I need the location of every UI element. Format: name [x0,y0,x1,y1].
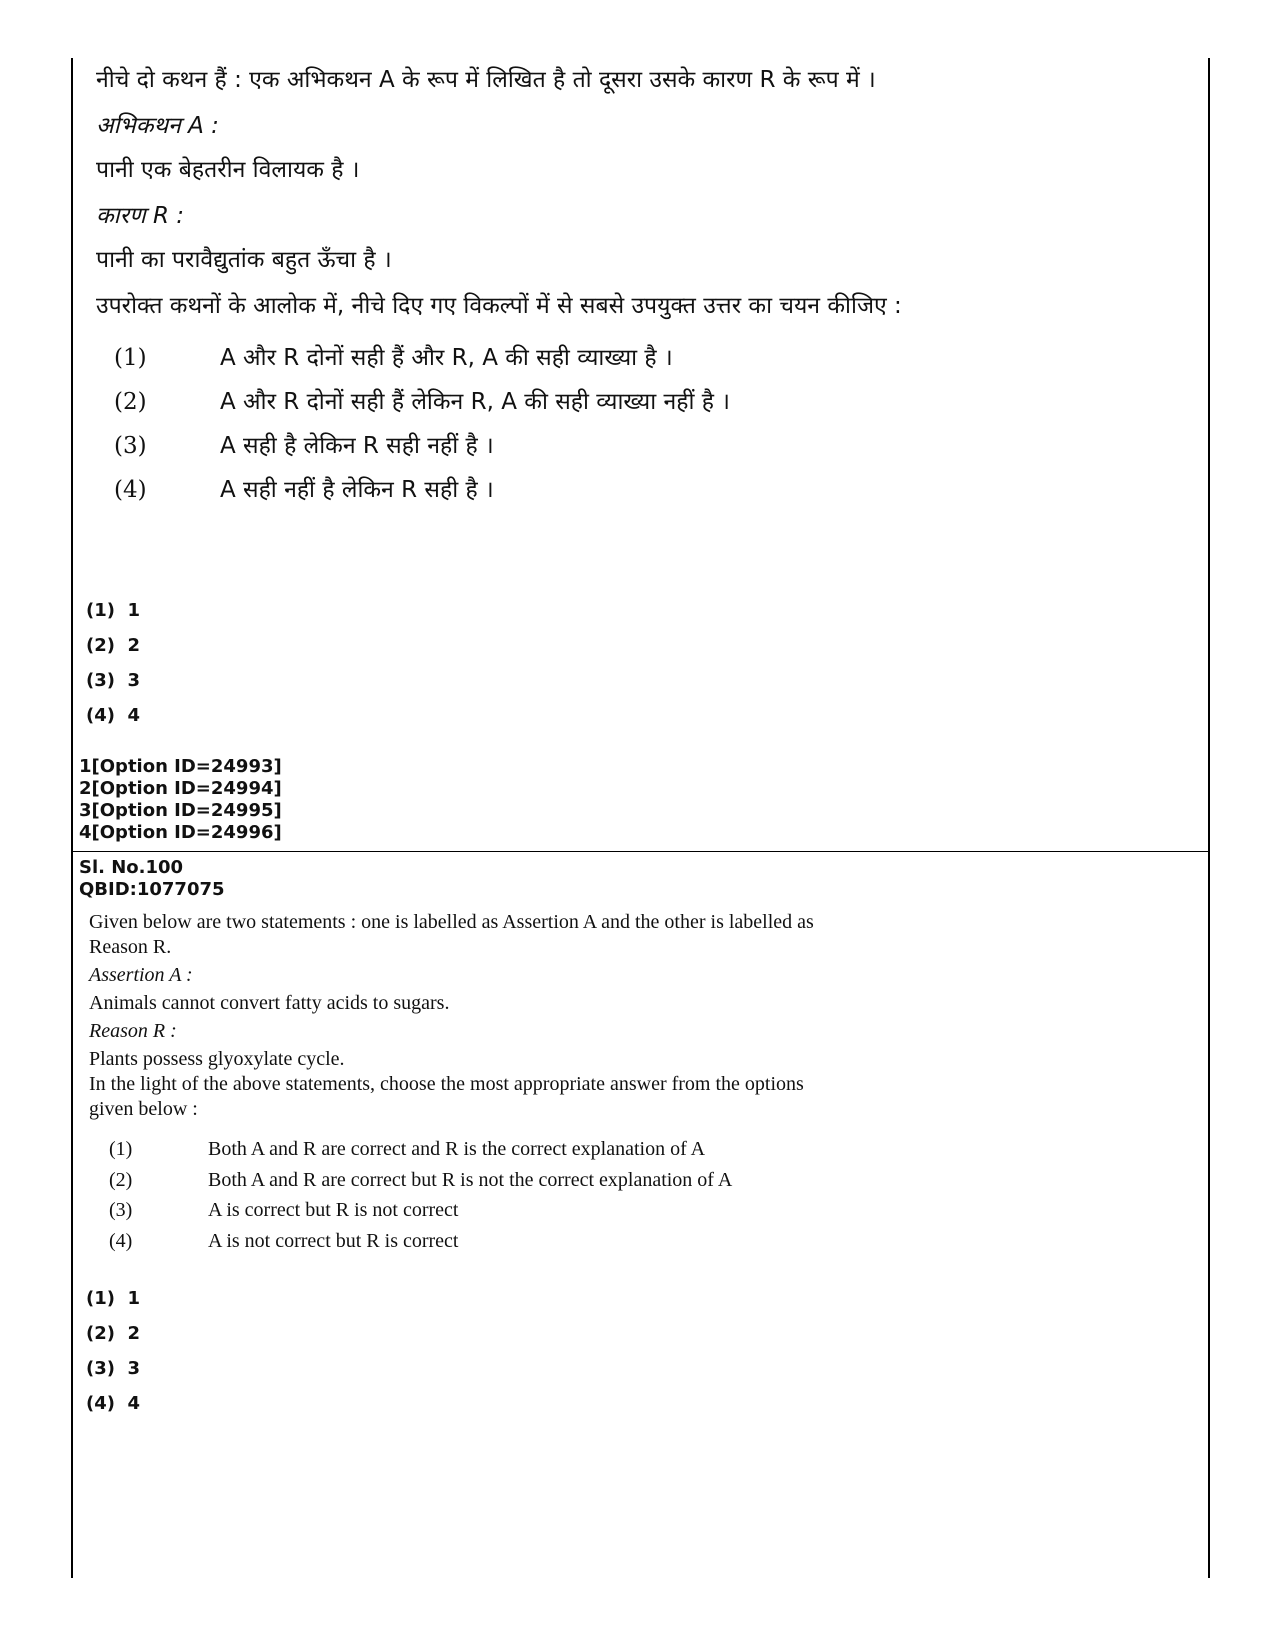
answer-choice[interactable]: (3) 3 [86,1358,141,1379]
english-option [109,1195,849,1226]
english-option-text: A is not correct but R is correct [208,1229,459,1252]
english-instruction: In the light of the above statements, choose the most appropriate answer from the options given below : [89,1073,804,1120]
hindi-assertion-label: अभिकथन A : [96,113,219,139]
hindi-option-number: (4) [114,477,147,503]
hindi-question-block [96,60,976,512]
answer-choice[interactable]: (2) 2 [86,1323,141,1344]
english-option-number: (3) [109,1199,133,1221]
hindi-intro: नीचे दो कथन हैं : एक अभिकथन A के रूप में लिखित है तो दूसरा उसके कारण R के रूप में । [96,67,876,93]
hindi-option-number: (1) [114,345,147,371]
hindi-option-number: (2) [114,389,147,415]
answer-choices-1 [86,593,140,733]
option-id: 4[Option ID=24996] [79,822,282,843]
english-reason-label: Reason R : [89,1020,177,1042]
answer-choice[interactable]: (1) 1 [86,1288,141,1309]
english-option [109,1134,849,1165]
hindi-option-number: (3) [114,433,147,459]
answer-choices-2 [86,1281,140,1421]
english-reason: Plants possess glyoxylate cycle. [89,1048,345,1070]
left-border [71,58,73,1578]
option-id: 2[Option ID=24994] [79,778,282,799]
english-option [109,1226,849,1257]
english-options [89,1134,849,1256]
answer-choice[interactable]: (3) 3 [86,670,141,691]
hindi-option [114,336,976,380]
option-id: 3[Option ID=24995] [79,800,282,821]
hindi-reason-label: कारण R : [96,203,185,229]
answer-choice[interactable]: (4) 4 [86,705,141,726]
answer-choice[interactable]: (4) 4 [86,1393,141,1414]
english-assertion: Animals cannot convert fatty acids to sugars. [89,992,450,1014]
hindi-option [114,380,976,424]
hindi-option-text: A और R दोनों सही हैं और R, A की सही व्याख्या है । [220,345,673,371]
english-option-number: (1) [109,1138,133,1160]
english-question-block [89,910,849,1256]
hindi-option-text: A सही है लेकिन R सही नहीं है । [220,433,494,459]
qbid: QBID:1077075 [79,879,225,900]
hindi-option-text: A और R दोनों सही हैं लेकिन R, A की सही व्याख्या नहीं है । [220,389,730,415]
hindi-options [96,336,976,512]
hindi-option [114,468,976,512]
english-option-text: Both A and R are correct but R is not the correct explanation of A [208,1168,733,1191]
question-meta [79,857,225,901]
hindi-option-text: A सही नहीं है लेकिन R सही है । [220,477,494,503]
answer-choice[interactable]: (2) 2 [86,635,141,656]
option-id-list [79,756,282,844]
serial-number: Sl. No.100 [79,857,184,878]
hindi-assertion: पानी एक बेहतरीन विलायक है । [96,157,360,183]
english-intro: Given below are two statements : one is labelled as Assertion A and the other is labelled as Reason R. [89,911,814,958]
hindi-reason: पानी का परावैद्युतांक बहुत ऊँचा है । [96,247,392,273]
english-option-text: Both A and R are correct and R is the correct explanation of A [208,1138,706,1160]
english-option-number: (2) [109,1168,133,1191]
question-divider [72,851,1209,852]
hindi-instruction: उपरोक्त कथनों के आलोक में, नीचे दिए गए विकल्पों में से सबसे उपयुक्त उत्तर का चयन कीजिए : [96,293,902,319]
english-option-number: (4) [109,1229,133,1252]
english-assertion-label: Assertion A : [89,964,193,986]
hindi-option [114,424,976,468]
right-border [1208,58,1210,1578]
answer-choice[interactable]: (1) 1 [86,600,141,621]
english-option-text: A is correct but R is not correct [208,1199,459,1221]
english-option [109,1165,849,1196]
option-id: 1[Option ID=24993] [79,756,282,777]
